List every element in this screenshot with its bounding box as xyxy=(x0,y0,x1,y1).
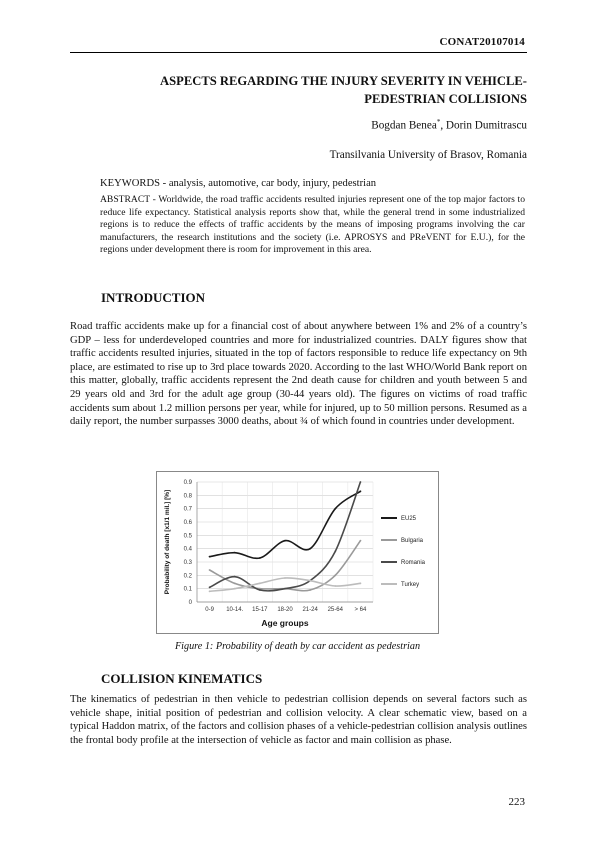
data-point xyxy=(259,589,261,591)
data-point xyxy=(209,556,211,558)
legend-entry: Turkey xyxy=(401,582,420,588)
y-tick-label: 0.1 xyxy=(183,586,192,593)
x-tick-label: 21-24 xyxy=(302,607,318,613)
series-line-bulgaria xyxy=(210,541,361,591)
data-point xyxy=(259,582,261,584)
y-tick-label: 0 xyxy=(188,600,192,606)
data-point xyxy=(234,588,236,590)
y-axis-label: Probability of death [x1/1 mil.] [%] xyxy=(164,489,171,595)
affiliation: Transilvania University of Brasov, Romania xyxy=(329,149,527,161)
keywords: KEYWORDS - analysis, automotive, car body, injury, pedestrian xyxy=(100,178,377,189)
y-tick-label: 0.4 xyxy=(183,546,192,553)
x-tick-label: 18-20 xyxy=(277,607,293,613)
x-tick-label: 10-14. xyxy=(226,607,244,613)
data-point xyxy=(309,548,311,550)
page-number: 223 xyxy=(508,796,525,808)
data-point xyxy=(209,586,211,588)
data-point xyxy=(234,576,236,578)
figure-1-chart xyxy=(156,471,439,634)
x-tick-label: 15-17 xyxy=(252,607,268,613)
data-point xyxy=(209,569,211,571)
x-tick-label: 25-64 xyxy=(327,607,343,613)
figure-caption: Figure 1: Probability of death by car accident as pedestrian xyxy=(174,641,421,652)
kinematics-paragraph: The kinematics of pedestrian in then vehicle to pedestrian collision depends on several factors such as vehicle shape, initial position of pedestrian and collision velocity. A clear schematic view, based on a typical Haddon matrix, of the factors and collision phases of a vehicle-pedestrian collision analysis outlines the frontal body profile at the intersection of vehicle as factor and main collision as phase. xyxy=(70,694,527,746)
author-mark: * xyxy=(436,118,441,126)
data-point xyxy=(309,589,311,591)
title-line-2: PEDESTRIAN COLLISIONS xyxy=(364,92,527,106)
y-tick-label: 0.6 xyxy=(183,520,192,526)
data-point xyxy=(234,582,236,584)
y-tick-label: 0.5 xyxy=(183,533,192,540)
data-point xyxy=(259,557,261,559)
data-point xyxy=(284,588,286,590)
paper-title xyxy=(100,72,527,108)
data-point xyxy=(334,585,336,587)
data-point xyxy=(360,540,362,542)
x-tick-label: > 64 xyxy=(354,607,367,613)
data-point xyxy=(334,508,336,510)
heading-collision-kinematics: COLLISION KINEMATICS xyxy=(101,671,263,686)
data-point xyxy=(284,577,286,579)
data-point xyxy=(209,590,211,592)
heading-introduction: INTRODUCTION xyxy=(101,290,206,305)
data-point xyxy=(360,490,362,492)
legend-entry: EU25 xyxy=(401,516,417,522)
title-line-1: ASPECTS REGARDING THE INJURY SEVERITY IN VEHICLE- xyxy=(160,74,527,88)
intro-paragraph: Road traffic accidents make up for a financial cost of about anywhere between 1% and 2% of a country’s GDP – less for underdeveloped countries and more for industrialized countries. DALY figures show that traffic accidents resulted injuries, situated in the top of factors responsible to reduce life expectancy on 9th place, are estimated to rise up to 3rd place towards 2020. According to the last WHO/World Bank report on this matter, globally, traffic accidents represent the 2nd death cause for children and youth between 5 and 29 years old and 3rd for the adult age group (30-44 years old). The figures on victims of road traffic accidents sum about 1.2 million persons per year, while for injured, up to 50 million persons. Resumed as a daily report, the number surpasses 3000 deaths, about ¾ of which found in countries under development. xyxy=(70,321,527,428)
data-point xyxy=(334,550,336,552)
y-tick-label: 0.7 xyxy=(183,506,192,513)
data-point xyxy=(334,574,336,576)
y-tick-label: 0.8 xyxy=(183,493,192,500)
legend-entry: Romania xyxy=(401,560,426,566)
x-tick-label: 0-9 xyxy=(205,607,214,613)
data-point xyxy=(234,552,236,554)
author-first: Bogdan Benea xyxy=(371,119,437,132)
abstract: ABSTRACT - Worldwide, the road traffic accidents resulted injuries represent one of the top major factors to reduce life expectancy. Statistical analysis reports show that, while the general trend in some industrialized regions is to reduce the effects of traffic accidents by the means of imposing programs involving the car manufacturers, the research institutions and the society (i.e. APROSYS and PReVENT for E.U.), for the regions under development there is room for improvement in this area. xyxy=(100,194,525,255)
series-line-eu25 xyxy=(210,491,361,558)
chart-svg xyxy=(157,472,438,633)
x-axis-label: Age groups xyxy=(261,618,309,628)
conference-code: CONAT20107014 xyxy=(439,36,525,48)
author-rest: , Dorin Dumitrascu xyxy=(440,119,527,132)
y-tick-label: 0.9 xyxy=(183,480,192,486)
data-point xyxy=(309,580,311,582)
series-line-romania xyxy=(210,482,361,591)
y-tick-label: 0.2 xyxy=(183,573,192,580)
data-point xyxy=(360,582,362,584)
legend-entry: Bulgaria xyxy=(401,538,424,544)
header-rule xyxy=(70,52,527,53)
authors xyxy=(371,118,527,132)
y-tick-label: 0.3 xyxy=(183,560,192,566)
data-point xyxy=(284,540,286,542)
data-point xyxy=(360,481,362,483)
